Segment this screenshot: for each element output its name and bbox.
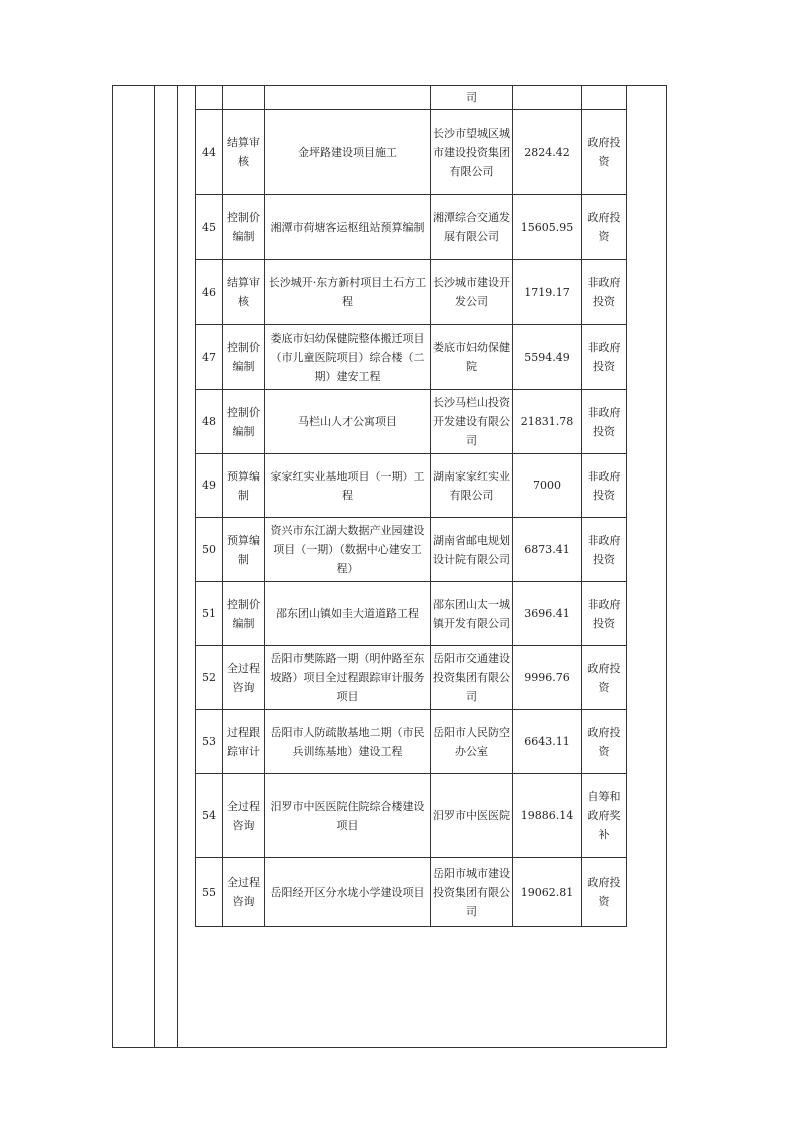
table-row <box>196 454 627 518</box>
cell-client: 长沙马栏山投资开发建设有限公司 <box>431 390 513 454</box>
cell-service: 预算编制 <box>223 454 265 518</box>
cell-service: 全过程咨询 <box>223 646 265 710</box>
column-divider-inner <box>177 85 178 1048</box>
cell-project: 金坪路建设项目施工 <box>265 110 431 195</box>
cell-number: 49 <box>196 454 223 518</box>
cell-client: 司 <box>431 86 513 110</box>
cell-number: 50 <box>196 518 223 582</box>
cell-client: 湖南家家红实业有限公司 <box>431 454 513 518</box>
cell-funding: 自筹和政府奖补 <box>582 774 627 858</box>
cell-client: 长沙城市建设开发公司 <box>431 260 513 325</box>
cell-service: 全过程咨询 <box>223 774 265 858</box>
cell-amount: 15605.95 <box>513 195 582 260</box>
cell-service: 控制价编制 <box>223 582 265 646</box>
cell-project: 汨罗市中医医院住院综合楼建设项目 <box>265 774 431 858</box>
cell-number: 51 <box>196 582 223 646</box>
table-row <box>196 710 627 774</box>
cell-project <box>265 86 431 110</box>
cell-project: 马栏山人才公寓项目 <box>265 390 431 454</box>
cell-amount: 9996.76 <box>513 646 582 710</box>
cell-client: 娄底市妇幼保健院 <box>431 325 513 390</box>
cell-project: 资兴市东江湖大数据产业园建设项目（一期）（数据中心建安工程） <box>265 518 431 582</box>
cell-amount: 3696.41 <box>513 582 582 646</box>
cell-funding: 非政府投资 <box>582 454 627 518</box>
cell-project: 岳阳市人防疏散基地二期（市民兵训练基地）建设工程 <box>265 710 431 774</box>
cell-funding: 政府投资 <box>582 710 627 774</box>
cell-funding <box>582 86 627 110</box>
table-row <box>196 390 627 454</box>
cell-client: 湖南省邮电规划设计院有限公司 <box>431 518 513 582</box>
column-divider-left <box>154 85 155 1048</box>
table-row <box>196 195 627 260</box>
table-row <box>196 110 627 195</box>
cell-amount: 21831.78 <box>513 390 582 454</box>
cell-amount: 6643.11 <box>513 710 582 774</box>
cell-service: 控制价编制 <box>223 390 265 454</box>
cell-project: 岳阳经开区分水垅小学建设项目 <box>265 858 431 927</box>
cell-number: 53 <box>196 710 223 774</box>
table-row <box>196 774 627 858</box>
cell-number: 54 <box>196 774 223 858</box>
cell-project: 长沙城开·东方新村项目土石方工程 <box>265 260 431 325</box>
cell-service: 全过程咨询 <box>223 858 265 927</box>
table-row <box>196 260 627 325</box>
cell-number: 46 <box>196 260 223 325</box>
cell-project: 邵东团山镇如圭大道道路工程 <box>265 582 431 646</box>
cell-number: 48 <box>196 390 223 454</box>
cell-number: 47 <box>196 325 223 390</box>
cell-funding: 非政府投资 <box>582 260 627 325</box>
cell-number: 44 <box>196 110 223 195</box>
cell-amount: 1719.17 <box>513 260 582 325</box>
cell-client: 长沙市望城区城市建设投资集团有限公司 <box>431 110 513 195</box>
cell-project: 岳阳市樊陈路一期（明仲路至东坡路）项目全过程跟踪审计服务项目 <box>265 646 431 710</box>
cell-project: 家家红实业基地项目（一期）工程 <box>265 454 431 518</box>
table-row <box>196 858 627 927</box>
project-table <box>195 85 627 927</box>
cell-service: 结算审核 <box>223 260 265 325</box>
cell-funding: 非政府投资 <box>582 518 627 582</box>
cell-amount: 2824.42 <box>513 110 582 195</box>
cell-client: 汨罗市中医医院 <box>431 774 513 858</box>
table-row <box>196 325 627 390</box>
cell-service: 预算编制 <box>223 518 265 582</box>
cell-number: 52 <box>196 646 223 710</box>
cell-funding: 非政府投资 <box>582 582 627 646</box>
table-row-continued <box>196 86 627 110</box>
cell-number: 45 <box>196 195 223 260</box>
cell-funding: 非政府投资 <box>582 390 627 454</box>
cell-amount: 19886.14 <box>513 774 582 858</box>
cell-amount <box>513 86 582 110</box>
cell-number: 55 <box>196 858 223 927</box>
cell-funding: 政府投资 <box>582 195 627 260</box>
table-row <box>196 646 627 710</box>
cell-service: 过程跟踪审计 <box>223 710 265 774</box>
cell-project: 娄底市妇幼保健院整体搬迁项目（市儿童医院项目）综合楼（二期）建安工程 <box>265 325 431 390</box>
cell-service: 控制价编制 <box>223 195 265 260</box>
cell-client: 湘潭综合交通发展有限公司 <box>431 195 513 260</box>
cell-client: 岳阳市交通建设投资集团有限公司 <box>431 646 513 710</box>
cell-service: 控制价编制 <box>223 325 265 390</box>
cell-number <box>196 86 223 110</box>
cell-amount: 5594.49 <box>513 325 582 390</box>
cell-amount: 6873.41 <box>513 518 582 582</box>
cell-client: 岳阳市城市建设投资集团有限公司 <box>431 858 513 927</box>
cell-service <box>223 86 265 110</box>
cell-service: 结算审核 <box>223 110 265 195</box>
cell-client: 岳阳市人民防空办公室 <box>431 710 513 774</box>
cell-funding: 政府投资 <box>582 646 627 710</box>
cell-amount: 7000 <box>513 454 582 518</box>
table-row <box>196 582 627 646</box>
cell-funding: 政府投资 <box>582 858 627 927</box>
cell-client: 邵东团山太一城镇开发有限公司 <box>431 582 513 646</box>
cell-project: 湘潭市荷塘客运枢纽站预算编制 <box>265 195 431 260</box>
cell-funding: 政府投资 <box>582 110 627 195</box>
cell-funding: 非政府投资 <box>582 325 627 390</box>
table-row <box>196 518 627 582</box>
cell-amount: 19062.81 <box>513 858 582 927</box>
